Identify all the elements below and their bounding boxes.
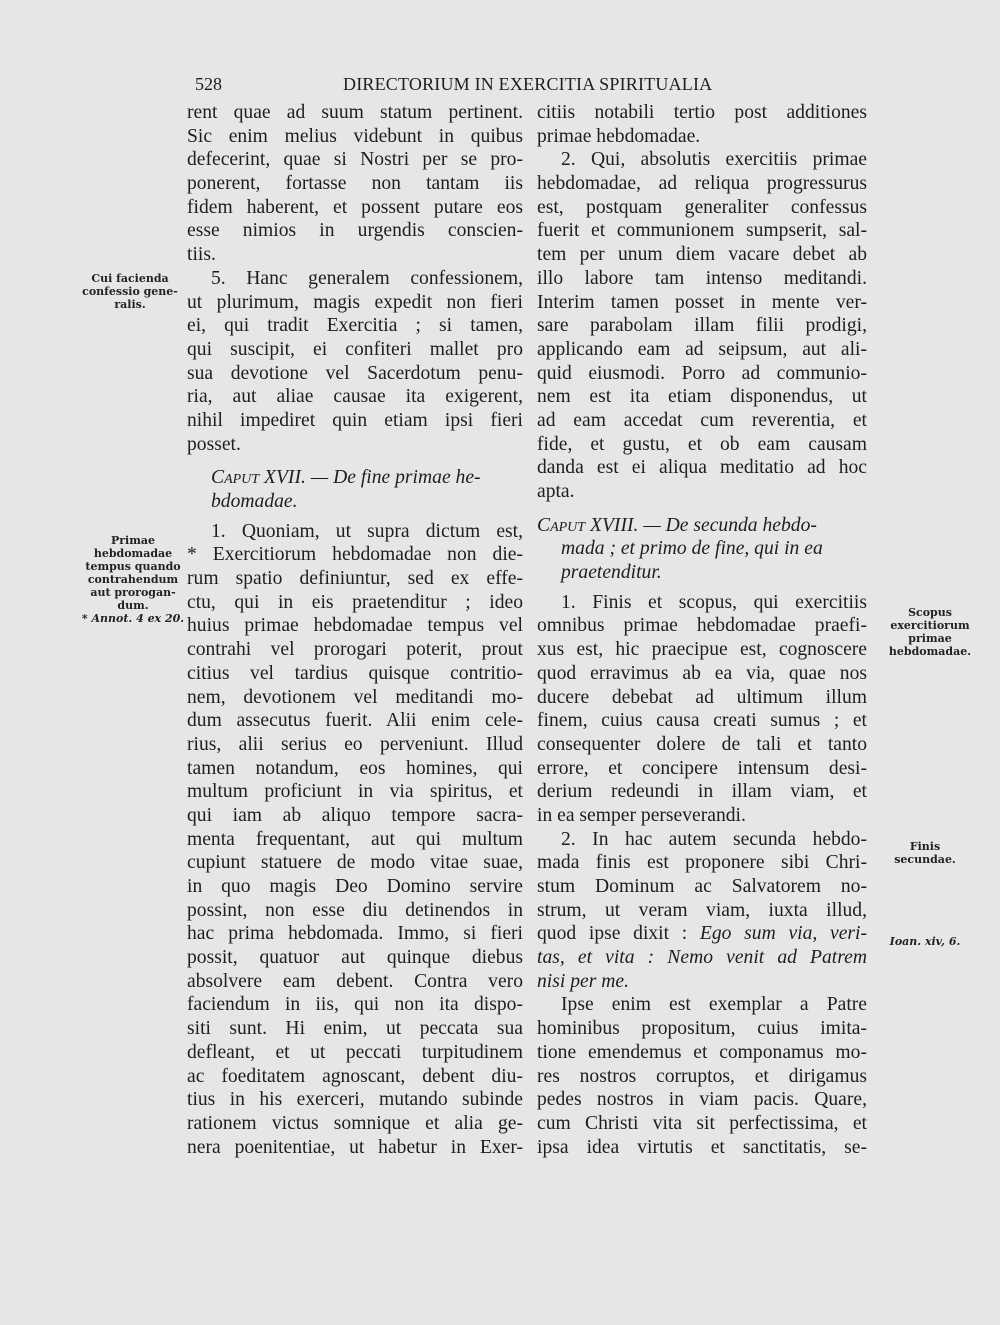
text-line: tem per unum diem vacare debet ab	[537, 244, 867, 266]
text-line: omnibus primae hebdomadae praefi-	[537, 615, 867, 637]
text-line: nihil impediret quin etiam ipsi fieri	[187, 409, 523, 431]
text-line: danda est ei aliqua meditatio ad hoc	[537, 457, 867, 479]
text-line: cum Christi vita sit perfectissima, et	[537, 1112, 867, 1134]
chapter-heading-xvii: Caput XVII. — De fine primae he-	[211, 467, 481, 489]
margin-note-ioan: Ioan. xiv, 6.	[889, 935, 961, 948]
text-line: * Exercitiorum hebdomadae non die-	[187, 544, 523, 566]
text-line: ei, qui tradit Exercitia ; si tamen,	[187, 315, 523, 337]
text-line: citius vel tardius quisque contritio-	[187, 662, 523, 684]
text-line: hac prima hebdomada. Immo, si fieri	[187, 923, 523, 945]
text-line: consequenter dolere de tali et tanto	[537, 733, 867, 755]
chapter-heading-line: bdomadae.	[211, 491, 298, 512]
text-line: Sic enim melius videbunt in quibus	[187, 125, 523, 147]
text-line: mada finis est proponere sibi Chri-	[537, 852, 867, 874]
text-line: primae hebdomadae.	[537, 125, 701, 147]
text-line: ac foeditatem agnoscant, debent diu-	[187, 1065, 523, 1087]
text-line: ut plurimum, magis expedit non fieri	[187, 291, 523, 313]
text-line: sare parabolam illam filii prodigi,	[537, 315, 867, 337]
margin-note-annot: * Annot. 4 ex 20.	[81, 612, 185, 625]
text-line: illo labore tam intenso meditandi.	[537, 267, 867, 289]
text-line: Ipse enim est exemplar a Patre	[561, 994, 867, 1016]
text-line: hominibus propositum, cuius imita-	[537, 1018, 867, 1040]
text-line: hebdomadae, ad reliqua progressurus	[537, 173, 867, 195]
text-line: 2. Qui, absolutis exercitiis primae	[561, 149, 867, 171]
text-line: dum assecutus fuerit. Alii enim cele-	[187, 710, 523, 732]
text-line: applicando eam ad seipsum, aut ali-	[537, 338, 867, 360]
text-line: rent quae ad suum statum pertinent.	[187, 102, 523, 123]
margin-note-primae: Primae hebdomadae tempus quando contrahendum aut prorogan- dum. * Annot. 4 ex 20.	[81, 534, 185, 625]
text-line: fuerit et communionem sumpserit, sal-	[537, 220, 867, 242]
text-line: contrahi vel prorogari poterit, prout	[187, 639, 523, 661]
text-line: rius, alii serius eo perveniunt. Illud	[187, 733, 523, 755]
margin-note-finis: Finis secundae.	[894, 840, 956, 866]
text-line: in ea semper perseverandi.	[537, 804, 746, 826]
text-line: quid eiusmodi. Porro ad communio-	[537, 362, 867, 384]
text-line: 2. In hac autem secunda hebdo-	[561, 828, 867, 850]
text-line: 5. Hanc generalem confessionem,	[211, 267, 523, 289]
text-line: ria, aut aliae causae ita exigerent,	[187, 386, 523, 408]
text-line: nem, devotionem vel meditandi mo-	[187, 686, 523, 708]
text-line: fide, et gustu, et ob eam causam	[537, 433, 867, 455]
text-line: defleant, et ut peccati turpitudinem	[187, 1041, 523, 1063]
text-line: esse nimios in urgendis conscien-	[187, 220, 523, 242]
text-line: quod ipse dixit : Ego sum via, veri-	[537, 923, 867, 945]
text-line: errore, et concipere intensum desi-	[537, 757, 867, 779]
text-line: strum, ut veram viam, iuxta illud,	[537, 899, 867, 921]
chapter-heading-line: mada ; et primo de fine, qui in ea	[561, 538, 823, 560]
text-line: finem, cuius causa creati sumus ; et	[537, 710, 867, 732]
text-line: posset.	[187, 433, 241, 455]
text-line: siti sunt. Hi enim, ut peccata sua	[187, 1018, 523, 1040]
text-line: ad eam accedat cum reverentia, et	[537, 409, 867, 431]
text-line: est, postquam generaliter confessus	[537, 196, 867, 218]
text-line: tiis.	[187, 244, 216, 266]
text-line: fidem haberent, et possent putare eos	[187, 196, 523, 218]
right-column	[537, 101, 867, 1159]
text-line: 1. Quoniam, ut supra dictum est,	[211, 520, 523, 542]
text-line: 1. Finis et scopus, qui exercitiis	[561, 591, 867, 613]
chapter-heading-line: praetenditur.	[561, 562, 662, 584]
running-title: DIRECTORIUM IN EXERCITIA SPIRITUALIA	[343, 74, 713, 94]
text-line: rationem victus somnique et alia ge-	[187, 1112, 523, 1134]
text-line: sua devotione vel Sacerdotum penu-	[187, 362, 523, 384]
text-line: possit, quatuor aut quinque diebus	[187, 947, 523, 969]
text-line: derium redeundi in illam viam, et	[537, 781, 867, 803]
text-line: apta.	[537, 481, 575, 502]
text-line: in quo magis Deo Domino servire	[187, 876, 523, 897]
text-line: tius in his exerceri, mutando subinde	[187, 1089, 523, 1111]
text-line: tamen notandum, eos homines, qui	[187, 757, 523, 779]
chapter-heading-xviii: Caput XVIII. — De secunda hebdo-	[537, 514, 817, 536]
text-line: nera poenitentiae, ut habetur in Exer-	[187, 1136, 523, 1158]
text-line: rum spatio definiuntur, sed ex effe-	[187, 568, 523, 590]
text-line: tione emendemus et componamus mo-	[537, 1041, 867, 1063]
text-line: ponerent, fortasse non tantam iis	[187, 173, 523, 195]
text-line: quod erravimus ab ea via, quae nos	[537, 662, 867, 684]
text-line: tas, et vita : Nemo venit ad Patrem	[537, 947, 867, 969]
text-line: ipsa idea virtutis et sanctitatis, se-	[537, 1136, 867, 1158]
text-line: huius primae hebdomadae tempus vel	[187, 615, 523, 637]
text-line: pedes nostros in viam pacis. Quare,	[537, 1089, 867, 1111]
text-line: ducere debebat ad ultimum illum	[537, 686, 867, 708]
text-line: citiis notabili tertio post additiones	[537, 102, 867, 123]
text-line: qui iam ab aliquo tempore sacra-	[187, 804, 523, 826]
text-line: faciendum in iis, qui non ita dispo-	[187, 994, 523, 1016]
left-column	[187, 101, 523, 1159]
running-header	[195, 74, 875, 100]
text-line: ctu, qui in eis praetenditur ; ideo	[187, 591, 523, 613]
text-line: xus est, hic praecipue est, cognoscere	[537, 639, 867, 661]
text-line: res nostros corruptos, et dirigamus	[537, 1065, 867, 1087]
text-line: menta frequentant, aut qui multum	[187, 828, 523, 850]
margin-note-scopus: Scopus exercitiorum primae hebdomadae.	[888, 606, 972, 658]
text-line: qui suscipit, ei confiteri mallet pro	[187, 338, 523, 360]
text-line: absolvere eam debent. Contra vero	[187, 970, 523, 992]
text-line: stum Dominum ac Salvatorem no-	[537, 876, 867, 897]
text-line: cupiunt statuere de modo vitae suae,	[187, 852, 523, 874]
text-line: possint, non esse diu detinendos in	[187, 899, 523, 921]
page-number: 528	[195, 74, 222, 94]
text-line: nem est ita etiam disponendus, ut	[537, 386, 867, 408]
text-line: Interim tamen posset in mente ver-	[537, 291, 867, 313]
margin-note-confession: Cui facienda confessio gene- ralis.	[82, 272, 178, 311]
text-line: multum proficiunt in via spiritus, et	[187, 781, 523, 803]
text-line: nisi per me.	[537, 970, 629, 992]
text-line: defecerint, quae si Nostri per se pro-	[187, 149, 523, 171]
